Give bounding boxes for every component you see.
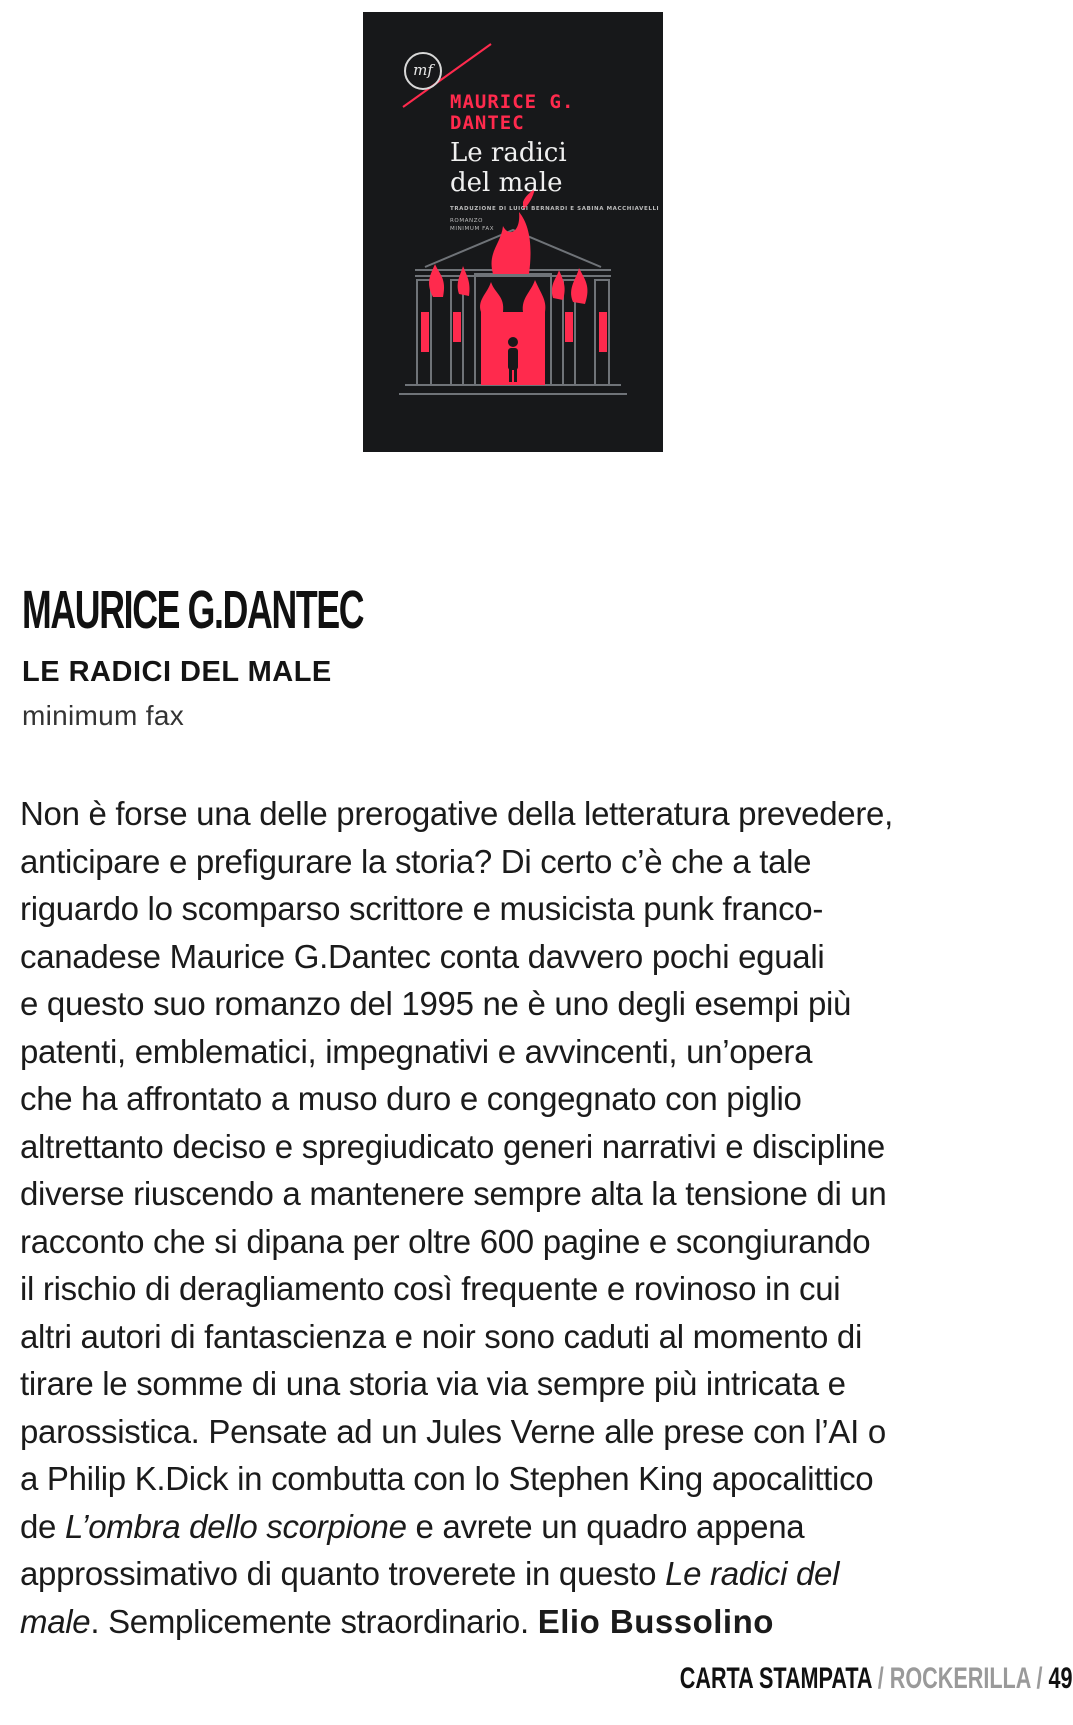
review-line: canadese Maurice G.Dantec conta davvero pochi eguali <box>20 937 825 975</box>
review-body <box>20 790 1020 1645</box>
footer-page-number: 49 <box>1048 1662 1073 1695</box>
review-line: patenti, emblematici, impegnativi e avvincenti, un’opera <box>20 1032 813 1070</box>
review-line: e questo suo romanzo del 1995 ne è uno degli esempi più <box>20 985 852 1022</box>
review-line: anticipare e prefigurare la storia? Di certo c’è che a tale <box>20 842 812 880</box>
review-line: altri autori di fantascienza e noir sono caduti al momento di <box>20 1317 863 1355</box>
cover-translation-credit: TRADUZIONE DI LUIGI BERNARDI E SABINA MACCHIAVELLI <box>450 206 660 212</box>
review-line: racconto che si dipana per oltre 600 pagine e scongiurando <box>20 1222 871 1260</box>
footer-separator: / <box>872 1662 891 1695</box>
review-line: a Philip K.Dick in combutta con lo Stephen King apocalittico <box>20 1460 874 1497</box>
review-line <box>20 1503 1020 1551</box>
cover-author-line1: MAURICE G. <box>450 91 575 113</box>
cited-title: male <box>20 1602 91 1640</box>
review-line: parossistica. Pensate ad un Jules Verne alle prese con l’AI o <box>20 1412 886 1450</box>
page-footer <box>680 1662 1073 1696</box>
review-line: altrettanto deciso e spregiudicato generi narrativi e discipline <box>20 1127 885 1165</box>
review-line: il rischio di deragliamento così frequente e rovinoso in cui <box>20 1270 841 1307</box>
article-author: MAURICE G.DANTEC <box>22 580 364 640</box>
article-publisher: minimum fax <box>22 700 184 731</box>
review-line <box>20 1598 1020 1646</box>
footer-separator: / <box>1030 1662 1049 1695</box>
footer-section: CARTA STAMPATA <box>680 1662 873 1695</box>
cited-title: Le radici del <box>665 1555 840 1592</box>
book-cover <box>363 12 663 452</box>
review-text: . Semplicemente straordinario. <box>90 1602 538 1640</box>
article-book-title: LE RADICI DEL MALE <box>22 656 332 688</box>
review-line: tirare le somme di una storia via via sempre più intricata e <box>20 1365 846 1402</box>
review-line: che ha affrontato a muso duro e congegnato con piglio <box>20 1080 802 1117</box>
cover-author-line2: DANTEC <box>450 112 525 134</box>
review-line: diverse riuscendo a mantenere sempre alta la tensione di un <box>20 1175 887 1212</box>
cover-series: MINIMUM FAX <box>450 226 495 232</box>
cited-title: L’ombra dello scorpione <box>64 1507 407 1545</box>
cover-author <box>450 92 650 134</box>
review-line <box>20 1550 1020 1598</box>
footer-magazine: ROCKERILLA <box>890 1662 1031 1695</box>
publisher-logo: mf <box>404 52 442 90</box>
review-text: approssimativo di quanto troverete in questo <box>20 1555 666 1592</box>
review-text: de <box>20 1507 65 1545</box>
review-line: Non è forse una delle prerogative della letteratura prevedere, <box>20 795 893 832</box>
review-text: e avrete un quadro appena <box>406 1507 805 1545</box>
cover-genre: ROMANZO <box>450 218 484 224</box>
review-byline: Elio Bussolino <box>537 1602 774 1640</box>
review-line: riguardo lo scomparso scrittore e musicista punk franco- <box>20 890 824 927</box>
cover-title-line2: del male <box>450 168 563 198</box>
cover-title-line1: Le radici <box>450 138 567 168</box>
cover-title <box>450 138 650 198</box>
